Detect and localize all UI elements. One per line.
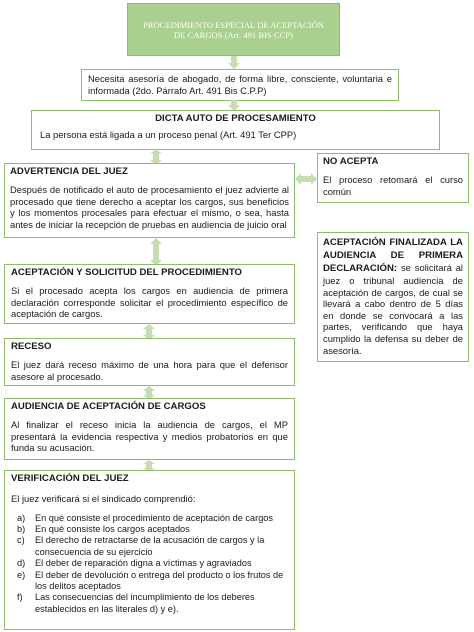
verificacion-box bbox=[4, 470, 295, 630]
aceptacion-finalizada-text: se solicitará al juez o tribunal audiencia de aceptación de cargos, de cual se llevará a cabo dentro de 5 días en donde se convocará a las partes, verificando que haya cumplido la defensa su deber de asesoría. bbox=[323, 262, 463, 356]
list-item: b) En qué consiste los cargos aceptados bbox=[17, 524, 190, 534]
receso-header: RECESO bbox=[11, 341, 52, 352]
asesoria-text: Necesita asesoría de abogado, de forma libre, consciente, voluntaria e informada (2do. Párrafo Art. 491 Bis C.P.P) bbox=[88, 73, 392, 96]
arrow-leftright-1 bbox=[295, 172, 317, 186]
aceptacion-solicitud-text: Si el procesado acepta los cargos en audiencia de primera declaración corresponde solicitar el procedimiento específico de aceptación de cargos. bbox=[11, 285, 288, 320]
aceptacion-solicitud-box bbox=[4, 264, 295, 324]
asesoria-box bbox=[81, 69, 399, 101]
verificacion-header: VERIFICACIÓN DEL JUEZ bbox=[11, 473, 129, 484]
arrow-updown-2 bbox=[149, 238, 163, 266]
diagram-title-text: PROCEDIMIENTO ESPECIAL DE ACEPTACIÓN DE CARGOS (Art. 491 BIS CCP) bbox=[143, 19, 324, 40]
dicta-auto-box bbox=[31, 110, 440, 150]
no-acepta-text: El proceso retomará el curso común bbox=[323, 174, 463, 197]
list-item: e) El deber de devolución o entrega del producto o los frutos de los delitos aceptados bbox=[17, 569, 284, 592]
diagram-title bbox=[127, 3, 340, 56]
no-acepta-box bbox=[317, 153, 469, 203]
no-acepta-header: NO ACEPTA bbox=[323, 156, 379, 167]
aceptacion-finalizada-header: ACEPTACIÓN FINALIZADA LA AUDIENCIA DE PRIMERA DECLARACIÓN: bbox=[323, 237, 463, 274]
receso-text: El juez dará receso máximo de una hora para que el defensor asesore al procesado. bbox=[11, 359, 288, 382]
audiencia-text: Al finalizar el receso inicia la audiencia de cargos, el MP presentará la evidencia respectiva y medios probatorios en que funda su acusación. bbox=[11, 419, 288, 454]
dicta-auto-header: DICTA AUTO DE PROCESAMIENTO bbox=[155, 113, 316, 124]
list-item: d) El deber de reparación digna a víctimas y agraviados bbox=[17, 558, 252, 569]
advertencia-header: ADVERTENCIA DEL JUEZ bbox=[10, 166, 128, 177]
receso-box bbox=[4, 338, 295, 386]
verificacion-intro: El juez verificará si el sindicado comprendió: bbox=[11, 493, 196, 504]
advertencia-box bbox=[4, 163, 295, 238]
list-item: f) Las consecuencias del incumplimiento de los deberes establecidos en las literales d) y e). bbox=[17, 592, 255, 614]
list-item: c) El derecho de retractarse de la acusación de cargos y la consecuencia de su ejercicio bbox=[17, 535, 265, 557]
dicta-auto-text: La persona está ligada a un proceso penal (Art. 491 Ter CPP) bbox=[40, 129, 297, 140]
audiencia-box bbox=[4, 398, 295, 460]
aceptacion-finalizada-box bbox=[317, 232, 469, 362]
advertencia-text: Después de notificado el auto de procesamiento el juez advierte al procesado que tiene derecho a aceptar los cargos, sus beneficios y los momentos procesales para efectuar el mismo, o sea, hasta antes de iniciar la recepción de pruebas en audiencia de juicio oral bbox=[10, 184, 289, 230]
audiencia-header: AUDIENCIA DE ACEPTACIÓN DE CARGOS bbox=[11, 401, 206, 412]
list-item: a) En qué consiste el procedimiento de aceptación de cargos bbox=[17, 512, 274, 523]
aceptacion-solicitud-header: ACEPTACIÓN Y SOLICITUD DEL PROCEDIMIENTO bbox=[11, 267, 242, 278]
verificacion-list bbox=[17, 513, 288, 616]
arrow-down-1 bbox=[227, 56, 241, 70]
